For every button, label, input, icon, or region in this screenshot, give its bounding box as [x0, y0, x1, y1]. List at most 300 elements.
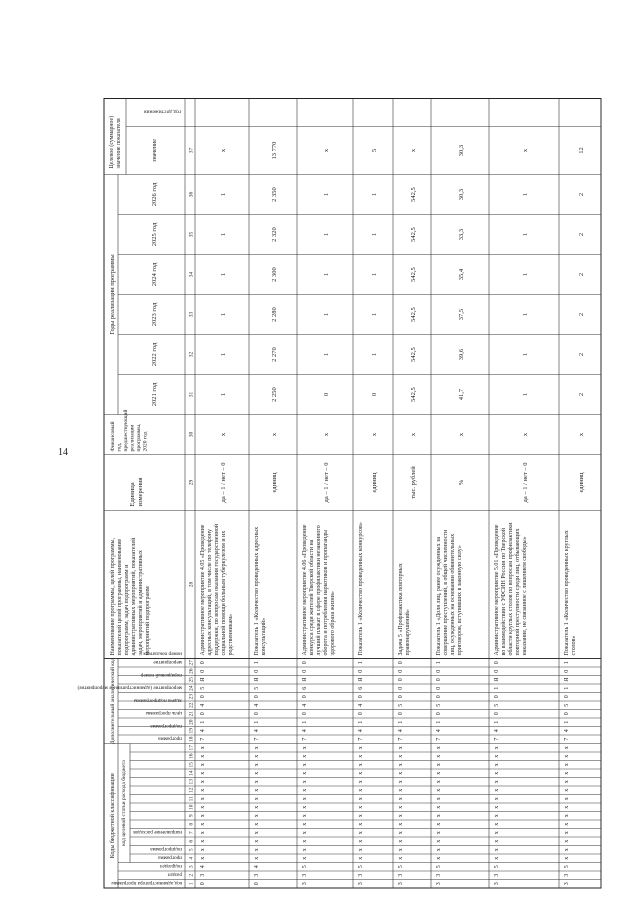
row-year-value: 1: [371, 232, 378, 237]
budget-table: [77, 63, 604, 893]
code-cell: 0: [436, 669, 442, 673]
row-year-value: 2: [578, 392, 585, 397]
code-cell: 3: [398, 873, 404, 877]
code-cell: 3: [358, 873, 364, 877]
code-cell: х: [254, 831, 260, 835]
row-unit: единиц: [271, 472, 278, 493]
col-number: 35: [188, 231, 195, 238]
code-cell: х: [564, 746, 570, 750]
code-cell: х: [302, 848, 308, 852]
row-year-value: 1: [522, 392, 529, 397]
row-year-value: 2: [578, 232, 585, 237]
row-year-value: 1: [522, 312, 529, 317]
analytic-col-label: цель программы: [145, 710, 182, 716]
code-cell: 5: [254, 686, 260, 690]
code-cell: х: [358, 839, 364, 843]
code-cell: Я: [302, 677, 308, 682]
code-cell: х: [358, 788, 364, 792]
code-cell: х: [494, 780, 500, 784]
subprogram-label: подпрограмма: [150, 846, 182, 852]
code-cell: х: [200, 831, 206, 835]
code-cell: х: [436, 763, 442, 767]
code-cell: х: [254, 814, 260, 818]
code-cell: 3: [436, 882, 442, 886]
code-cell: 3: [302, 873, 308, 877]
row-year-value: 1: [371, 352, 378, 357]
code-cell: 0: [398, 669, 404, 673]
row-target: 5: [371, 148, 378, 153]
code-cell: х: [254, 780, 260, 784]
code-cell: 4: [494, 729, 500, 733]
code-cell: х: [436, 814, 442, 818]
col-number: 8: [188, 822, 195, 826]
row-year-value: 542,5: [410, 227, 417, 242]
row-year-value: 2: [578, 192, 585, 197]
code-cell: 0: [358, 695, 364, 699]
code-cell: 0: [254, 712, 260, 716]
code-cell: х: [436, 822, 442, 826]
row-unit: единиц: [371, 472, 378, 493]
code-cell: х: [398, 788, 404, 792]
code-cell: 6: [302, 686, 308, 690]
analytic-col-label: мероприятие: [153, 659, 182, 665]
code-cell: х: [398, 771, 404, 775]
code-cell: х: [494, 856, 500, 860]
code-cell: 1: [254, 661, 260, 665]
row-year-value: 542,5: [410, 347, 417, 362]
row-year-value: 1: [323, 232, 330, 237]
years-title: Годы реализации программы: [109, 254, 116, 335]
row-year-value: 542,5: [410, 187, 417, 202]
code-cell: х: [254, 848, 260, 852]
row-fin: х: [371, 432, 378, 437]
row-fin: х: [458, 432, 465, 437]
row-year-value: 1: [220, 312, 227, 317]
code-cell: 5: [436, 703, 442, 707]
code-cell: 4: [302, 729, 308, 733]
year-label: 2021 год: [151, 382, 158, 407]
code-cell: х: [398, 856, 404, 860]
col-number: 23: [188, 694, 195, 700]
row-fin: х: [271, 432, 278, 437]
code-cell: х: [200, 805, 206, 809]
code-cell: 0: [398, 686, 404, 690]
row-target: х: [323, 148, 330, 153]
code-cell: х: [564, 763, 570, 767]
section-label: раздел: [167, 871, 182, 878]
code-cell: 1: [254, 720, 260, 724]
year-label: 2022 год: [151, 342, 158, 367]
row-year-value: 1: [220, 352, 227, 357]
code-cell: х: [302, 839, 308, 843]
code-cell: 1: [564, 720, 570, 724]
col-number: 26: [188, 668, 195, 674]
code-cell: 0: [200, 882, 206, 886]
row-name: Показатель 1 «Количество проведенных конкурсов»: [358, 522, 364, 656]
code-cell: х: [358, 822, 364, 826]
row-target: 13 770: [271, 141, 278, 160]
code-cell: х: [358, 848, 364, 852]
col-number: 33: [188, 311, 195, 318]
row-name: Административное мероприятие 5.01 «Проведениево взаимодействии с УФСИН России по Тверскойобласти круглых столов по вопросам профилактикиповторной преступности среди лиц, отбывающихнаказание, не связанное с лишением свободы»: [494, 522, 528, 656]
code-cell: 1: [398, 720, 404, 724]
code-cell: х: [398, 822, 404, 826]
code-cell: 0: [494, 712, 500, 716]
code-cell: 3: [564, 882, 570, 886]
code-cell: х: [200, 822, 206, 826]
row-year-value: 2 250: [271, 387, 278, 402]
row-year-value: 2 350: [271, 187, 278, 202]
analytic-col-label: порядковый номер: [140, 671, 182, 678]
col-number: 14: [188, 770, 195, 776]
row-year-value: 2 320: [271, 227, 278, 242]
code-cell: 1: [494, 686, 500, 690]
row-year-value: 2: [578, 312, 585, 317]
row-year-value: 542,5: [410, 267, 417, 282]
row-year-value: 2 300: [271, 267, 278, 282]
code-cell: х: [358, 805, 364, 809]
code-cell: 0: [254, 669, 260, 673]
row-unit: да – 1 / нет – 0: [323, 462, 330, 503]
code-cell: х: [200, 763, 206, 767]
code-cell: х: [358, 780, 364, 784]
code-cell: 4: [200, 729, 206, 733]
code-cell: 0: [398, 712, 404, 716]
code-cell: х: [398, 754, 404, 758]
code-cell: 5: [494, 865, 500, 869]
code-cell: 0: [398, 695, 404, 699]
row-target: х: [410, 148, 417, 153]
code-cell: Я: [494, 677, 500, 682]
col-number: 21: [188, 711, 195, 717]
code-cell: 3: [494, 873, 500, 877]
code-cell: 4: [254, 703, 260, 707]
col-number: 15: [188, 762, 195, 768]
code-cell: х: [564, 839, 570, 843]
row-name: Административное мероприятие 4.06 «Проведениеконкурса среди жителей Тверской области налучший плакат в сфере профилактики незаконногооборота и потребления наркотиков и пропагандыздорового образа жизни»: [302, 524, 336, 656]
code-cell: 7: [436, 737, 442, 741]
code-cell: х: [564, 831, 570, 835]
code-cell: х: [254, 839, 260, 843]
code-cell: х: [254, 805, 260, 809]
row-fin: х: [578, 432, 585, 437]
code-cell: х: [200, 797, 206, 801]
code-cell: х: [254, 746, 260, 750]
code-cell: х: [436, 848, 442, 852]
code-cell: 0: [494, 695, 500, 699]
col-number: 2: [188, 873, 195, 877]
code-cell: х: [302, 814, 308, 818]
row-target: х: [220, 148, 227, 153]
code-cell: 7: [302, 737, 308, 741]
code-cell: 5: [564, 703, 570, 707]
code-cell: х: [494, 754, 500, 758]
code-cell: 0: [436, 686, 442, 690]
code-cell: 3: [398, 882, 404, 886]
code-cell: х: [564, 822, 570, 826]
code-cell: 6: [358, 686, 364, 690]
col-number: 25: [188, 677, 195, 683]
code-cell: х: [200, 848, 206, 852]
code-cell: 0: [302, 712, 308, 716]
row-year-value: 1: [371, 272, 378, 277]
code-cell: х: [436, 797, 442, 801]
code-cell: х: [200, 788, 206, 792]
row-year-value: 33,3: [458, 228, 465, 241]
year-label: 2025 год: [151, 222, 158, 247]
col-number: 5: [188, 848, 195, 852]
code-cell: х: [254, 822, 260, 826]
row-target: х: [522, 148, 529, 153]
code-cell: 5: [564, 865, 570, 869]
row-unit: единиц: [578, 472, 585, 493]
code-cell: Я: [200, 677, 206, 682]
col-number: 30: [188, 431, 195, 438]
code-cell: 0: [200, 695, 206, 699]
col-number: 9: [188, 814, 195, 818]
code-cell: 7: [398, 737, 404, 741]
code-cell: х: [302, 763, 308, 767]
col-number: 13: [188, 779, 195, 785]
code-cell: х: [494, 746, 500, 750]
col-number: 37: [188, 147, 195, 154]
code-cell: 0: [398, 661, 404, 665]
code-cell: 0: [358, 712, 364, 716]
code-cell: 5: [436, 865, 442, 869]
code-cell: х: [564, 780, 570, 784]
code-cell: х: [564, 814, 570, 818]
code-cell: 7: [494, 737, 500, 741]
code-cell: 3: [200, 873, 206, 877]
code-cell: 1: [564, 686, 570, 690]
row-year-value: 1: [371, 312, 378, 317]
code-cell: х: [436, 754, 442, 758]
year-label: 2026 год: [151, 182, 158, 207]
col-number: 27: [188, 660, 195, 666]
subsection-label: подраздел: [159, 863, 182, 869]
col-number: 34: [188, 271, 195, 278]
analytic-title: Дополнительный аналитический код: [110, 657, 116, 745]
code-cell: 0: [398, 678, 404, 682]
code-cell: х: [302, 746, 308, 750]
code-cell: х: [358, 856, 364, 860]
fin-header: Финансовыйгод,предшествующийреализациипрограммы,2020 год: [110, 409, 149, 452]
code-cell: х: [302, 797, 308, 801]
code-cell: 5: [200, 686, 206, 690]
col-number: 19: [188, 728, 195, 734]
code-cell: 0: [200, 661, 206, 665]
row-year-value: 1: [323, 272, 330, 277]
code-cell: х: [358, 746, 364, 750]
code-cell: х: [358, 831, 364, 835]
row-year-value: 2: [578, 352, 585, 357]
row-year-value: 1: [220, 392, 227, 397]
code-cell: х: [494, 839, 500, 843]
code-cell: 4: [436, 729, 442, 733]
code-cell: х: [200, 746, 206, 750]
code-cell: 0: [302, 695, 308, 699]
row-year-value: 1: [522, 352, 529, 357]
code-cell: 5: [398, 865, 404, 869]
code-cell: х: [398, 831, 404, 835]
code-cell: 1: [200, 720, 206, 724]
code-cell: 0: [494, 661, 500, 665]
row-year-value: 2 280: [271, 307, 278, 322]
analytic-col-label: мероприятие (административное мероприятие): [77, 684, 182, 691]
col-number: 18: [188, 736, 195, 742]
direction-label: направление расходов: [133, 829, 182, 835]
code-cell: х: [254, 754, 260, 758]
code-cell: 1: [494, 720, 500, 724]
code-cell: 4: [254, 865, 260, 869]
col-number: 12: [188, 787, 195, 793]
codes-title: Коды бюджетной классификации: [110, 773, 116, 859]
code-cell: х: [564, 856, 570, 860]
year-label: 2024 год: [151, 262, 158, 287]
code-cell: х: [494, 814, 500, 818]
code-cell: х: [494, 805, 500, 809]
code-cell: х: [398, 780, 404, 784]
row-name: Задача 5 «Профилактика повторныхправонарушений»: [398, 563, 411, 656]
target-value-label: значение: [152, 139, 158, 162]
row-year-value: 35,4: [458, 268, 465, 281]
code-cell: х: [564, 805, 570, 809]
target-header: Целевое (суммарное)значение показателя: [109, 115, 122, 169]
code-cell: х: [200, 771, 206, 775]
row-year-value: 542,5: [410, 387, 417, 402]
code-cell: 1: [564, 661, 570, 665]
code-cell: х: [436, 831, 442, 835]
code-cell: х: [398, 763, 404, 767]
row-fin: х: [410, 432, 417, 437]
program-label: программа: [158, 854, 182, 861]
code-cell: х: [436, 839, 442, 843]
code-cell: х: [398, 797, 404, 801]
row-year-value: 1: [522, 232, 529, 237]
analytic-col-label: номер показателя: [143, 650, 182, 657]
code-cell: х: [358, 814, 364, 818]
code-cell: х: [302, 805, 308, 809]
admin-label: код администратора программы: [111, 880, 182, 886]
code-cell: х: [494, 831, 500, 835]
col-number: 24: [188, 685, 195, 691]
row-name: Административное мероприятие 4.05 «Проведениеадресных консультаций, в том числе по телефонуподдержки, по вопросам оказания государственнойсоциальной помощи больным туберкулезом и ихродственникам»: [200, 523, 234, 656]
row-year-value: 1: [323, 352, 330, 357]
code-cell: х: [254, 788, 260, 792]
col-number: 20: [188, 719, 195, 725]
row-fin: х: [323, 432, 330, 437]
code-cell: 7: [564, 737, 570, 741]
code-cell: 1: [358, 661, 364, 665]
code-cell: 3: [302, 882, 308, 886]
code-cell: х: [398, 746, 404, 750]
code-cell: х: [398, 839, 404, 843]
code-cell: 0: [302, 669, 308, 673]
row-year-value: 41,7: [458, 388, 465, 401]
row-year-value: 39,6: [458, 348, 465, 361]
code-cell: х: [436, 746, 442, 750]
col-number: 6: [188, 839, 195, 843]
col-number: 10: [188, 804, 195, 810]
code-cell: х: [302, 822, 308, 826]
code-cell: 0: [564, 712, 570, 716]
code-cell: х: [398, 805, 404, 809]
row-year-value: 30,3: [458, 188, 465, 201]
col-number: 28: [188, 581, 195, 588]
code-cell: 4: [302, 703, 308, 707]
code-cell: х: [358, 754, 364, 758]
row-year-value: 1: [220, 272, 227, 277]
code-cell: 0: [302, 661, 308, 665]
code-cell: 0: [436, 678, 442, 682]
code-cell: 1: [358, 720, 364, 724]
page-number: 14: [58, 447, 68, 458]
year-label: 2023 год: [151, 302, 158, 327]
row-year-value: 1: [323, 312, 330, 317]
code-cell: х: [564, 771, 570, 775]
code-cell: х: [564, 848, 570, 852]
col-number: 3: [188, 865, 195, 869]
row-unit: да – 1 / нет – 0: [220, 462, 227, 503]
code-cell: х: [564, 788, 570, 792]
row-year-value: 1: [522, 192, 529, 197]
code-cell: 1: [436, 720, 442, 724]
code-cell: х: [494, 848, 500, 852]
code-cell: 4: [564, 729, 570, 733]
code-cell: х: [302, 856, 308, 860]
code-cell: 0: [358, 669, 364, 673]
code-cell: 3: [436, 873, 442, 877]
code-cell: 0: [200, 669, 206, 673]
row-year-value: 2 270: [271, 347, 278, 362]
col-number: 16: [188, 753, 195, 759]
row-year-value: 2: [578, 272, 585, 277]
code-cell: х: [436, 771, 442, 775]
row-unit: %: [458, 479, 465, 486]
code-cell: Я: [358, 677, 364, 682]
code-cell: х: [200, 814, 206, 818]
code-cell: 4: [200, 703, 206, 707]
code-cell: х: [564, 754, 570, 758]
row-year-value: 1: [220, 192, 227, 197]
code-cell: 0: [200, 712, 206, 716]
col-number: 1: [188, 882, 195, 886]
col-number: 31: [188, 391, 195, 398]
col-number: 11: [188, 796, 195, 802]
code-cell: х: [436, 805, 442, 809]
code-cell: 7: [200, 737, 206, 741]
col-number: 7: [188, 831, 195, 835]
code-cell: 5: [398, 703, 404, 707]
code-cell: 0: [436, 695, 442, 699]
code-cell: х: [436, 856, 442, 860]
code-cell: х: [436, 788, 442, 792]
code-cell: 7: [358, 737, 364, 741]
target-year-label: год достижения: [144, 108, 181, 115]
row-year-value: 1: [323, 192, 330, 197]
code-cell: х: [254, 797, 260, 801]
col-number: 22: [188, 702, 195, 708]
code-cell: х: [254, 763, 260, 767]
code-cell: 4: [200, 865, 206, 869]
code-cell: 0: [254, 695, 260, 699]
code-cell: х: [302, 780, 308, 784]
code-cell: 5: [358, 865, 364, 869]
analytic-col-label: подпрограмма: [150, 722, 182, 729]
row-target: 12: [578, 147, 585, 154]
row-year-value: 1: [220, 232, 227, 237]
row-fin: х: [220, 432, 227, 437]
